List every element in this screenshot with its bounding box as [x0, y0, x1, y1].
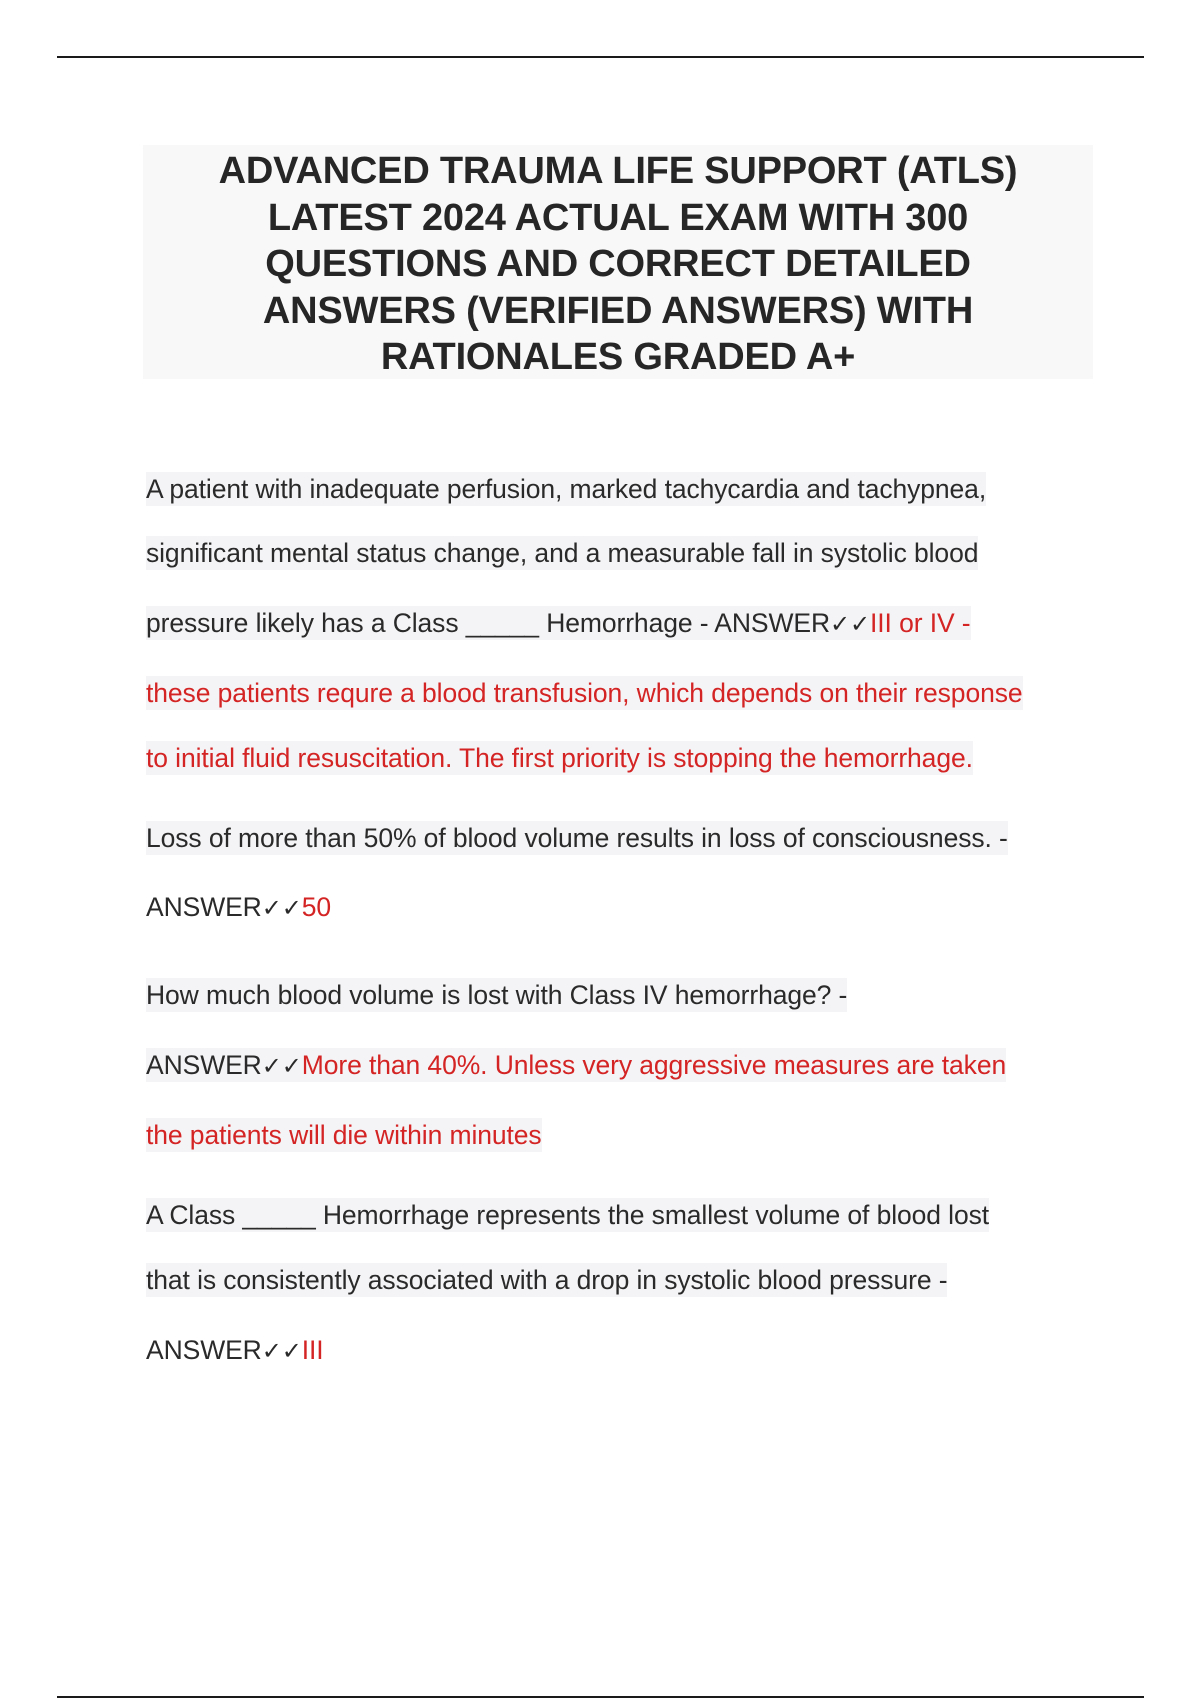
question-1-line-1: A patient with inadequate perfusion, marked tachycardia and tachypnea, — [146, 474, 987, 504]
question-4-line-1: A Class _____ Hemorrhage represents the smallest volume of blood lost — [146, 1200, 990, 1230]
answer-3-line-3: the patients will die within minutes — [146, 1120, 542, 1150]
title-line: ANSWERS (VERIFIED ANSWERS) WITH — [262, 289, 974, 332]
question-text: pressure likely has a Class _____ Hemorrhage - — [146, 608, 715, 638]
check-marks: ✓✓ — [261, 1337, 302, 1365]
answer-2-line-2 — [146, 890, 331, 925]
check-marks: ✓✓ — [830, 610, 871, 638]
answer-text: 50 — [301, 892, 332, 922]
question-4-line-2: that is consistently associated with a drop in systolic blood pressure - — [146, 1265, 948, 1295]
question-1-line-3 — [146, 606, 971, 641]
answer-text: More than 40%. Unless very aggressive measures are taken — [301, 1050, 1007, 1080]
answer-marker: ANSWER — [714, 608, 830, 638]
title-line: RATIONALES GRADED A+ — [380, 336, 856, 378]
document-title — [143, 148, 1093, 381]
answer-marker: ANSWER — [146, 892, 262, 922]
answer-1-line-4: these patients requre a blood transfusion, which depends on their response — [146, 678, 1023, 708]
top-rule — [57, 56, 1144, 58]
answer-1-line-5: to initial fluid resuscitation. The first priority is stopping the hemorrhage. — [146, 743, 973, 773]
question-1-line-2: significant mental status change, and a measurable fall in systolic blood — [146, 538, 979, 568]
title-line: ADVANCED TRAUMA LIFE SUPPORT (ATLS) — [218, 150, 1018, 192]
answer-4-line-3 — [146, 1333, 324, 1368]
question-2-line-1: Loss of more than 50% of blood volume results in loss of consciousness. - — [146, 823, 1008, 853]
answer-marker: ANSWER — [146, 1335, 262, 1365]
answer-text: III — [301, 1335, 324, 1365]
title-box — [143, 145, 1093, 379]
answer-marker: ANSWER — [146, 1050, 262, 1080]
answer-3-line-2 — [146, 1048, 1006, 1083]
check-marks: ✓✓ — [261, 894, 302, 922]
title-line: LATEST 2024 ACTUAL EXAM WITH 300 — [267, 196, 969, 239]
check-marks: ✓✓ — [261, 1052, 302, 1080]
title-line: QUESTIONS AND CORRECT DETAILED — [265, 243, 971, 285]
answer-text: III or IV - — [870, 608, 971, 638]
bottom-rule — [57, 1696, 1144, 1698]
question-3-line-1: How much blood volume is lost with Class IV hemorrhage? - — [146, 980, 848, 1010]
